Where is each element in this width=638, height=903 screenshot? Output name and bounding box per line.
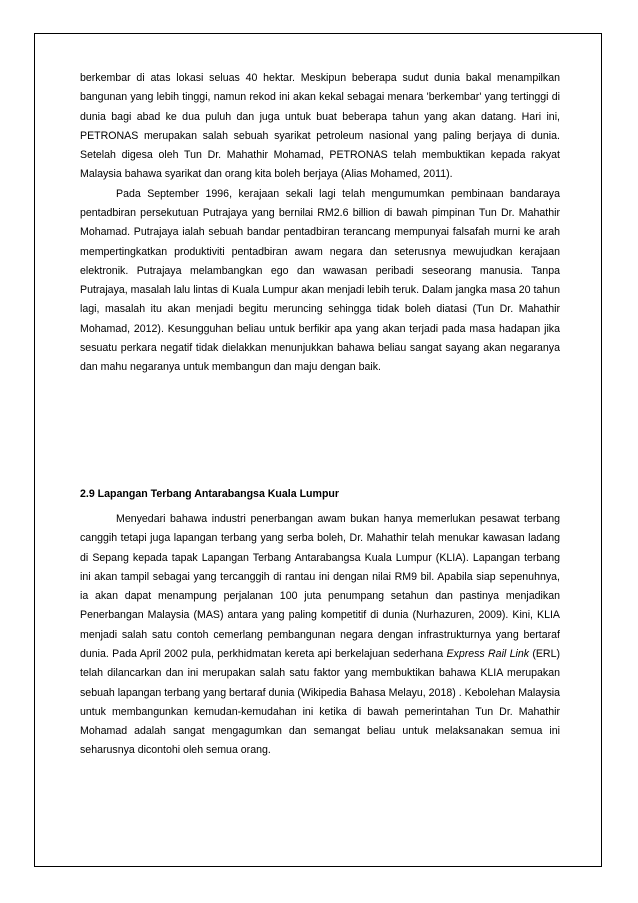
body-text-top [80,69,560,378]
paragraph-3-part2: (ERL) telah dilancarkan dan ini merupakan salah satu faktor yang membuktikan bahawa KLIA merupakan sebuah lapangan terbang yang bertaraf dunia (Wikipedia Bahasa Melayu, 2018) . Kebolehan Malaysia untuk membangunkan kemudan-kemudahan ini ketika di bawah pemerintahan Tun Dr. Mahathir Mohamad adalah sangat mengagumkan dan semangat beliau untuk melaksanakan semua ini seharusnya dicontohi oleh semua orang. [80,647,561,757]
section-heading: 2.9 Lapangan Terbang Antarabangsa Kuala Lumpur [80,488,340,500]
section-heading-wrap [80,485,560,504]
paragraph-3 [80,510,560,761]
paragraph-2: Pada September 1996, kerajaan sekali lagi telah mengumumkan pembinaan bandaraya pentadbiran persekutuan Putrajaya yang bernilai RM2.6 billion di bawah pimpinan Tun Dr. Mahathir Mohamad. Putrajaya ialah sebuah bandar pentadbiran terancang mempunyai falsafah murni ke arah mempertingkatkan produktiviti pentadbiran awam negara dan seterusnya mewujudkan kerajaan elektronik. Putrajaya melambangkan ego dan wawasan peribadi seseorang manusia. Tanpa Putrajaya, masalah lalu lintas di Kuala Lumpur akan menjadi lebih teruk. Dalam jangka masa 20 tahun lagi, masalah itu akan menjadi begitu meruncing sehingga tidak boleh diatasi (Tun Dr. Mahathir Mohamad, 2012). Kesungguhan beliau untuk berfikir apa yang akan terjadi pada masa hadapan jika sesuatu perkara negatif tidak dielakkan menunjukkan bahawa beliau sangat sayang akan negaranya dan mahu negaranya untuk membangun dan maju dengan baik. [80,187,560,374]
paragraph-1: berkembar di atas lokasi seluas 40 hektar. Meskipun beberapa sudut dunia bakal menampilkan bangunan yang lebih tinggi, namun rekod ini akan kekal sebagai menara 'berkembar' yang tertinggi di dunia bagi abad ke dua puluh dan juga untuk buat beberapa tahun yang akan datang. Hari ini, PETRONAS merupakan salah sebuah syarikat petroleum nasional yang paling berjaya di dunia. Setelah digesa oleh Tun Dr. Mahathir Mohamad, PETRONAS telah membuktikan kepada rakyat Malaysia bahawa syarikat dan orang kita boleh berjaya (Alias Mohamed, 2011). [80,72,560,181]
body-text-bottom [80,510,560,761]
paragraph-3-italic: Express Rail Link [446,647,530,660]
paragraph-3-part1: Menyedari bahawa industri penerbangan awam bukan hanya memerlukan pesawat terbang canggih tetapi juga lapangan terbang yang serba boleh, Dr. Mahathir telah menukar kawasan ladang di Sepang kepada tapak Lapangan Terbang Antarabangsa Kuala Lumpur (KLIA). Lapangan terbang ini akan tampil sebagai yang tercanggih di rantau ini dengan nilai RM9 bil. Apabila siap sepenuhnya, ia akan dapat menampung perjalanan 100 juta penumpang setahun dan pastinya menjadikan Penerbangan Malaysia (MAS) antara yang paling kompetitif di dunia (Nurhazuren, 2009). Kini, KLIA menjadi salah satu contoh cemerlang pembangunan negara dengan infrastrukturnya yang bertaraf dunia. Pada April 2002 pula, perkhidmatan kereta api berkelajuan sederhana [80,513,560,660]
